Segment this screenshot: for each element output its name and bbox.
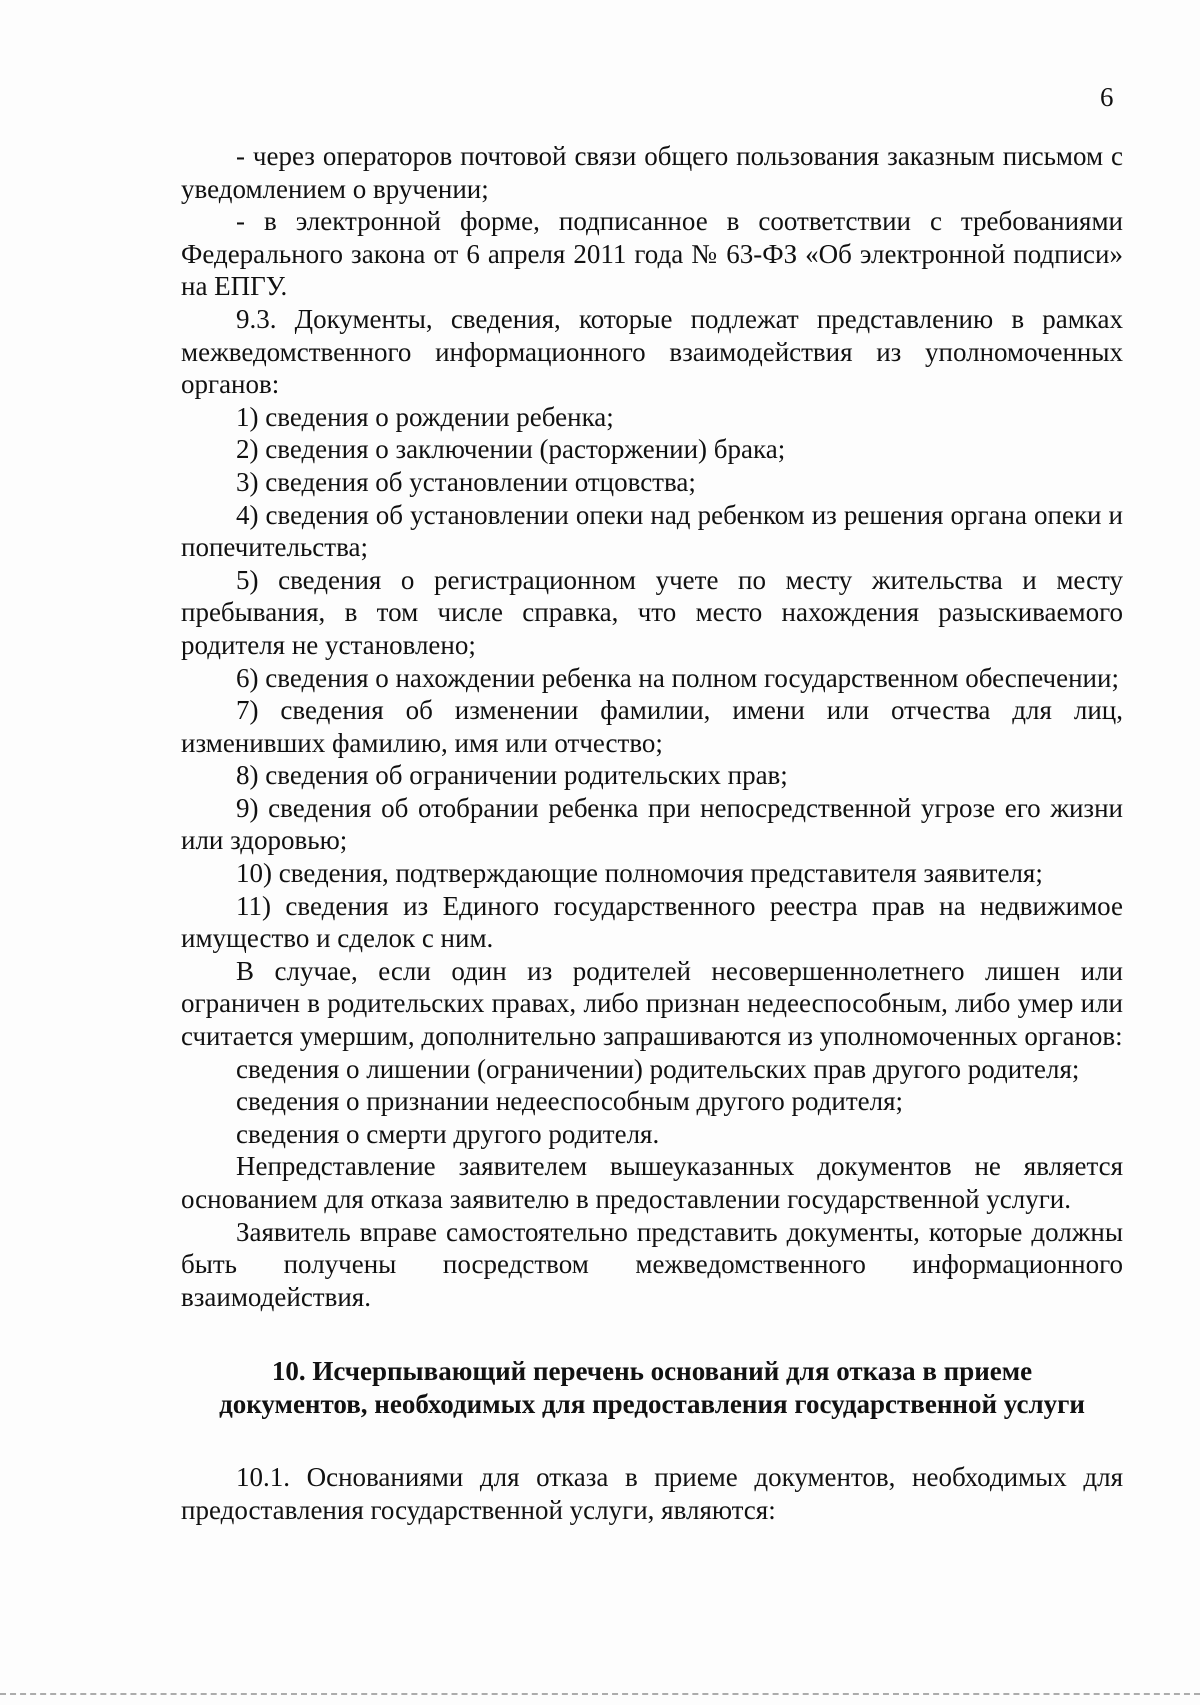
list-item: 2) сведения о заключении (расторжении) брака; [236, 434, 786, 465]
paragraph-electronic: - в электронной форме, подписанное в соответствии с требованиями Федерального закона от 6 апреля 2011 года № 63-ФЗ «Об электронной подписи» на ЕПГУ. [181, 206, 1123, 302]
paragraph-applicant-right: Заявитель вправе самостоятельно представить документы, которые должны быть получены посредством межведомственного информационного взаимодействия. [181, 1216, 1123, 1312]
list-item: сведения о признании недееспособным другого родителя; [236, 1086, 904, 1117]
page-number: 6 [1100, 82, 1114, 112]
list-item: 9) сведения об отобрании ребенка при непосредственной угрозе его жизни или здоровью; [181, 792, 1123, 856]
list-item: 10) сведения, подтверждающие полномочия представителя заявителя; [236, 858, 1043, 889]
paragraph-non-submission: Непредставление заявителем вышеуказанных документов не является основанием для отказа заявителю в предоставлении государственной услуги. [181, 1151, 1123, 1214]
list-item: 6) сведения о нахождении ребенка на полном государственном обеспечении; [236, 662, 1119, 693]
list-item: сведения о смерти другого родителя. [236, 1118, 660, 1149]
section-heading [181, 1355, 1123, 1421]
list-item: 7) сведения об изменении фамилии, имени или отчества для лиц, изменивших фамилию, имя или отчество; [181, 695, 1123, 758]
list-item: 5) сведения о регистрационном учете по месту жительства и месту пребывания, в том числе справка, что место нахождения разыскиваемого родителя не установлено; [181, 564, 1123, 660]
document-body [181, 140, 1123, 1527]
list-item: 4) сведения об установлении опеки над ребенком из решения органа опеки и попечительства; [181, 499, 1123, 563]
list-item: 8) сведения об ограничении родительских прав; [236, 760, 788, 791]
scan-edge-line [0, 1693, 1200, 1697]
list-item: сведения о лишении (ограничении) родительских прав другого родителя; [236, 1053, 1080, 1084]
paragraph-9-3: 9.3. Документы, сведения, которые подлежат представлению в рамках межведомственного информационного взаимодействия из уполномоченных органов: [181, 303, 1123, 400]
paragraph-mail: - через операторов почтовой связи общего пользования заказным письмом с уведомлением о вручении; [181, 141, 1123, 204]
list-item: 11) сведения из Единого государственного реестра прав на недвижимое имущество и сделок с ним. [181, 890, 1123, 954]
list-item: 3) сведения об установлении отцовства; [236, 466, 696, 497]
list-item: 1) сведения о рождении ребенка; [236, 401, 614, 432]
paragraph-parents-case: В случае, если один из родителей несовершеннолетнего лишен или ограничен в родительских правах, либо признан недееспособным, либо умер или считается умершим, дополнительно запрашиваются из уполномоченных органов: [181, 955, 1123, 1052]
section-heading-line: документов, необходимых для предоставления государственной услуги [219, 1389, 1085, 1420]
section-heading-line: 10. Исчерпывающий перечень оснований для отказа в приеме [271, 1356, 1033, 1387]
paragraph-10-1: 10.1. Основаниями для отказа в приеме документов, необходимых для предоставления государственной услуги, являются: [181, 1462, 1123, 1525]
